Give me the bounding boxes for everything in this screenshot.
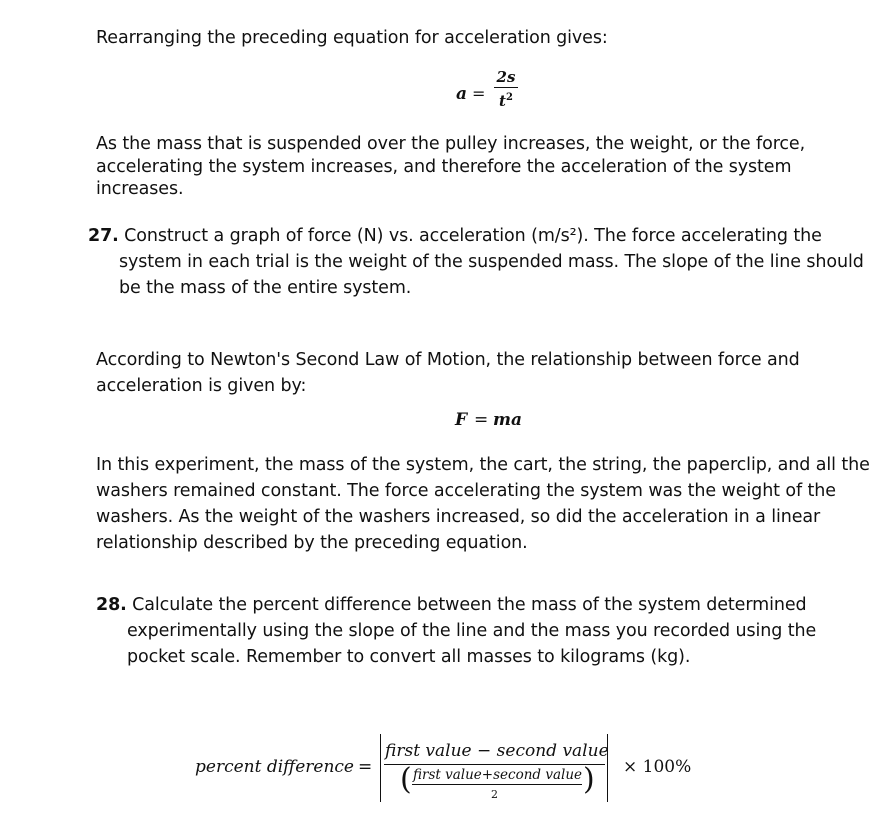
- question-27-line: be the mass of the entire system.: [119, 278, 412, 298]
- experiment-line: In this experiment, the mass of the system, the cart, the string, the paperclip, and all the: [96, 455, 870, 475]
- acceleration-fraction: [494, 68, 518, 111]
- intro-text: Rearranging the preceding equation for acceleration gives:: [96, 28, 608, 48]
- acceleration-numerator: 2s: [496, 68, 516, 86]
- newton-equals: =: [474, 410, 489, 430]
- right-paren: ): [583, 762, 595, 797]
- acceleration-denominator: t: [499, 92, 506, 110]
- percent-difference-inner-bar: [412, 784, 582, 785]
- experiment-line: washers remained constant. The force accelerating the system was the weight of the: [96, 481, 836, 501]
- question-27-line: system in each trial is the weight of the suspended mass. The slope of the line should: [119, 252, 864, 272]
- experiment-paragraph: [96, 452, 870, 556]
- question-28: [96, 592, 816, 670]
- percent-difference-inner-numerator: first value+second value: [413, 767, 583, 783]
- mass-line: accelerating the system increases, and therefore the acceleration of the system: [96, 156, 792, 177]
- acceleration-exponent: 2: [505, 92, 513, 103]
- newton-rhs: ma: [493, 410, 523, 430]
- acceleration-lhs: a: [456, 84, 468, 104]
- acceleration-denominator-wrap: [494, 88, 518, 111]
- newton-paragraph: [96, 347, 800, 399]
- left-paren: (: [400, 762, 412, 797]
- question-27: [88, 223, 864, 301]
- newton-line: acceleration is given by:: [96, 376, 307, 396]
- newton-lhs: F: [455, 410, 468, 430]
- percent-difference-main-bar: [384, 764, 605, 765]
- question-27-first-line: [88, 223, 864, 249]
- question-28-line: Calculate the percent difference between the mass of the system determined: [132, 595, 807, 615]
- mass-line: As the mass that is suspended over the pulley increases, the weight, or the force,: [96, 134, 806, 154]
- percent-difference-equals: =: [358, 757, 373, 777]
- experiment-line: washers. As the weight of the washers increased, so did the acceleration in a linear: [96, 507, 821, 527]
- experiment-line: relationship described by the preceding equation.: [96, 533, 528, 553]
- question-28-number: 28.: [96, 595, 127, 615]
- percent-difference-label: percent difference: [195, 757, 354, 777]
- absolute-value-left-bar: [380, 734, 381, 802]
- percent-difference-numerator: first value − second value: [385, 741, 609, 761]
- intro-paragraph: [96, 25, 608, 51]
- question-28-line: pocket scale. Remember to convert all masses to kilograms (kg).: [127, 647, 691, 667]
- percent-difference-inner-denominator: 2: [491, 788, 498, 801]
- question-28-first-line: [96, 592, 816, 618]
- mass-line: increases.: [96, 179, 184, 199]
- percent-difference-times: × 100%: [623, 757, 692, 777]
- question-27-number: 27.: [88, 226, 119, 246]
- question-27-line: Construct a graph of force (N) vs. acceleration (m/s²). The force accelerating the: [124, 226, 822, 246]
- mass-paragraph: [96, 133, 805, 201]
- acceleration-equals: =: [472, 84, 486, 103]
- newton-line: According to Newton's Second Law of Motion, the relationship between force and: [96, 350, 800, 370]
- question-28-line: experimentally using the slope of the line and the mass you recorded using the: [127, 621, 817, 641]
